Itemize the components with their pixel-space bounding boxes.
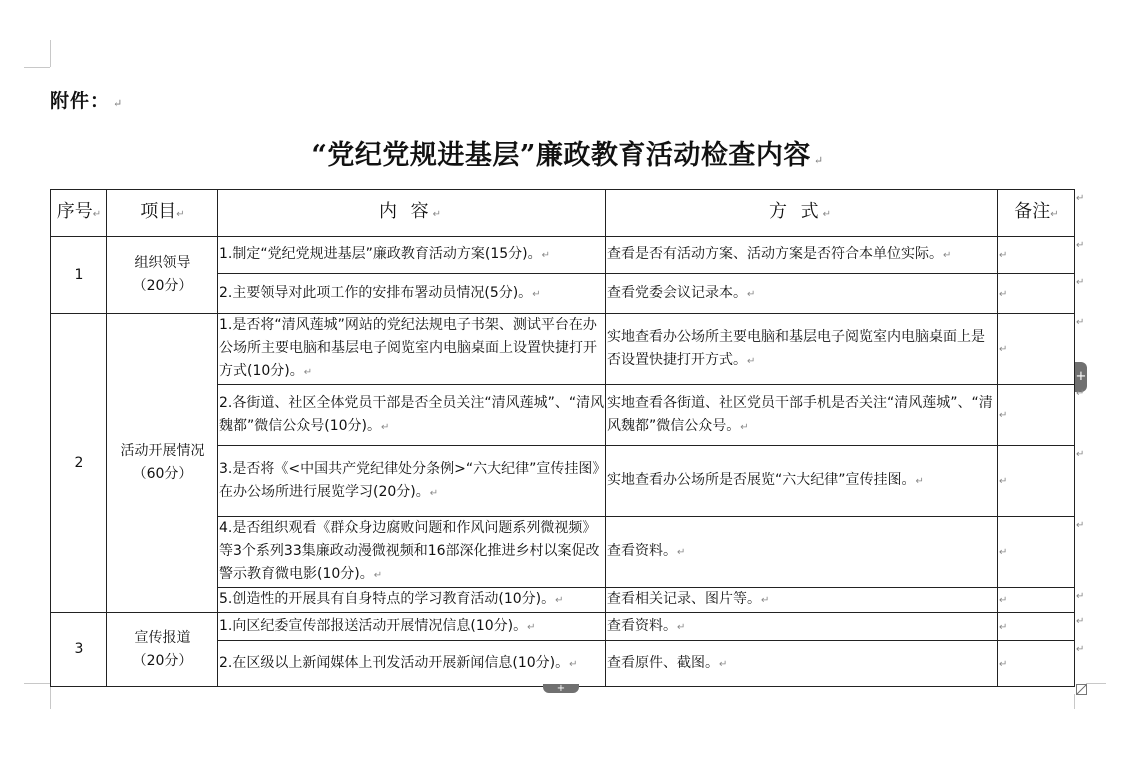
cell-end-mark: ↵ bbox=[92, 209, 102, 220]
content-cell[interactable]: 2.各街道、社区全体党员干部是否全员关注“清风莲城”、“清风魏都”微信公众号(10分)。↵ bbox=[218, 385, 606, 446]
method-cell[interactable]: 实地查看办公场所主要电脑和基层电子阅览室内电脑桌面上是否设置快捷打开方式。↵ bbox=[606, 314, 998, 385]
table-row[interactable] bbox=[51, 613, 1075, 641]
cell-end-mark: ↵ bbox=[999, 658, 1008, 670]
plus-icon: + bbox=[1075, 369, 1087, 384]
crop-mark-bottom-right-v bbox=[1074, 694, 1075, 709]
content-cell[interactable]: 3.是否将《<中国共产党纪律处分条例>“六大纪律”宣传挂图》在办公场所进行展览学习(20分)。↵ bbox=[218, 446, 606, 517]
cell-end-mark: ↵ bbox=[527, 621, 536, 633]
cell-end-mark: ↵ bbox=[822, 209, 836, 220]
group-item-score: （20分） bbox=[132, 652, 193, 669]
method-cell[interactable]: 查看资料。↵ bbox=[606, 613, 998, 641]
attachment-label: 附件： ↵ bbox=[50, 90, 124, 112]
cell-end-mark: ↵ bbox=[999, 344, 1008, 355]
content-cell[interactable]: 1.制定“党纪党规进基层”廉政教育活动方案(15分)。↵ bbox=[218, 237, 606, 274]
row-end-mark: ↵ bbox=[1076, 520, 1085, 531]
cell-end-mark: ↵ bbox=[747, 288, 756, 300]
document-title: “党纪党规进基层”廉政教育活动检查内容 ↵ bbox=[311, 140, 824, 171]
cell-end-mark: ↵ bbox=[999, 595, 1008, 606]
group-index: 1 bbox=[51, 237, 107, 314]
note-cell[interactable] bbox=[998, 641, 1075, 687]
method-cell[interactable]: 查看资料。↵ bbox=[606, 517, 998, 588]
crop-mark-top-left-v bbox=[50, 40, 51, 67]
note-cell[interactable] bbox=[998, 613, 1075, 641]
row-end-mark: ↵ bbox=[1076, 277, 1085, 288]
group-item-name: 组织领导 bbox=[134, 255, 191, 271]
note-cell[interactable] bbox=[998, 314, 1075, 385]
row-end-mark: ↵ bbox=[1076, 616, 1085, 627]
row-end-mark: ↵ bbox=[1076, 644, 1085, 655]
row-end-mark: ↵ bbox=[1076, 449, 1085, 460]
content-cell[interactable]: 5.创造性的开展具有自身特点的学习教育活动(10分)。↵ bbox=[218, 588, 606, 613]
group-item-score: （60分） bbox=[132, 466, 193, 482]
crop-mark-bottom-right-h bbox=[1086, 683, 1106, 684]
header-note: 备注↵ bbox=[998, 190, 1075, 237]
cell-end-mark: ↵ bbox=[569, 658, 578, 670]
cell-end-mark: ↵ bbox=[429, 487, 439, 499]
group-item bbox=[107, 613, 218, 687]
content-cell[interactable]: 1.向区纪委宣传部报送活动开展情况信息(10分)。↵ bbox=[218, 613, 606, 641]
note-cell[interactable] bbox=[998, 446, 1075, 517]
content-cell[interactable]: 2.主要领导对此项工作的安排布署动员情况(5分)。↵ bbox=[218, 274, 606, 314]
plus-icon: + bbox=[556, 683, 566, 694]
group-item-score: （20分） bbox=[132, 278, 193, 294]
row-end-mark: ↵ bbox=[1076, 193, 1085, 204]
group-index: 3 bbox=[51, 613, 107, 687]
cell-end-mark: ↵ bbox=[999, 250, 1008, 261]
header-item: 项目↵ bbox=[107, 190, 218, 237]
cell-end-mark: ↵ bbox=[999, 621, 1008, 633]
method-cell[interactable]: 实地查看各街道、社区党员干部手机是否关注“清风莲城”、“清风魏都”微信公众号。↵ bbox=[606, 385, 998, 446]
header-index: 序号↵ bbox=[51, 190, 107, 237]
cell-end-mark: ↵ bbox=[677, 547, 686, 558]
cell-end-mark: ↵ bbox=[719, 658, 728, 670]
method-cell[interactable]: 查看是否有活动方案、活动方案是否符合本单位实际。↵ bbox=[606, 237, 998, 274]
note-cell[interactable] bbox=[998, 517, 1075, 588]
row-end-mark: ↵ bbox=[1076, 591, 1085, 602]
method-cell[interactable]: 查看原件、截图。↵ bbox=[606, 641, 998, 687]
inspection-table[interactable] bbox=[50, 189, 1075, 687]
content-cell[interactable]: 4.是否组织观看《群众身边腐败问题和作风问题系列微视频》等3个系列33集廉政动漫微视频和16部深化推进乡村以案促改警示教育微电影(10分)。↵ bbox=[218, 517, 606, 588]
cell-end-mark: ↵ bbox=[555, 595, 564, 606]
method-cell[interactable]: 实地查看办公场所是否展览“六大纪律”宣传挂图。↵ bbox=[606, 446, 998, 517]
header-content: 内 容↵ bbox=[218, 190, 606, 237]
cell-end-mark: ↵ bbox=[740, 421, 749, 433]
table-row[interactable] bbox=[51, 314, 1075, 385]
row-end-mark: ↵ bbox=[1076, 388, 1085, 399]
cell-end-mark: ↵ bbox=[915, 476, 924, 487]
crop-mark-bottom-left-h bbox=[24, 683, 50, 684]
cell-end-mark: ↵ bbox=[999, 547, 1008, 558]
note-cell[interactable] bbox=[998, 385, 1075, 446]
group-item-name: 活动开展情况 bbox=[120, 443, 205, 459]
cell-end-mark: ↵ bbox=[432, 209, 446, 220]
cell-end-mark: ↵ bbox=[541, 250, 550, 261]
method-cell[interactable]: 查看相关记录、图片等。↵ bbox=[606, 588, 998, 613]
cell-end-mark: ↵ bbox=[943, 250, 952, 261]
note-cell[interactable] bbox=[998, 274, 1075, 314]
content-cell[interactable]: 1.是否将“清风莲城”网站的党纪法规电子书架、测试平台在办公场所主要电脑和基层电子阅览室内电脑桌面上设置快捷打开方式(10分)。↵ bbox=[218, 314, 606, 385]
cell-end-mark: ↵ bbox=[532, 288, 541, 300]
group-item-name: 宣传报道 bbox=[134, 629, 191, 646]
note-cell[interactable] bbox=[998, 588, 1075, 613]
cell-end-mark: ↵ bbox=[381, 421, 390, 433]
cell-end-mark: ↵ bbox=[999, 476, 1008, 487]
paragraph-mark: ↵ bbox=[813, 154, 824, 167]
table-header-row bbox=[51, 190, 1075, 237]
table-resize-icon[interactable] bbox=[1076, 684, 1087, 695]
cell-end-mark: ↵ bbox=[303, 367, 313, 378]
table-row[interactable] bbox=[51, 237, 1075, 274]
add-row-handle[interactable] bbox=[543, 684, 579, 693]
cell-end-mark: ↵ bbox=[373, 570, 383, 581]
group-index: 2 bbox=[51, 314, 107, 613]
group-item bbox=[107, 237, 218, 314]
cell-end-mark: ↵ bbox=[1050, 209, 1059, 220]
method-cell[interactable]: 查看党委会议记录本。↵ bbox=[606, 274, 998, 314]
header-method: 方 式↵ bbox=[606, 190, 998, 237]
row-end-mark: ↵ bbox=[1076, 317, 1085, 328]
cell-end-mark: ↵ bbox=[761, 595, 770, 606]
paragraph-mark: ↵ bbox=[113, 97, 124, 110]
group-item bbox=[107, 314, 218, 613]
cell-end-mark: ↵ bbox=[999, 410, 1008, 421]
crop-mark-bottom-left-v bbox=[50, 684, 51, 709]
cell-end-mark: ↵ bbox=[176, 209, 185, 220]
cell-end-mark: ↵ bbox=[999, 288, 1008, 300]
content-cell[interactable]: 2.在区级以上新闻媒体上刊发活动开展新闻信息(10分)。↵ bbox=[218, 641, 606, 687]
cell-end-mark: ↵ bbox=[677, 621, 686, 633]
row-end-mark: ↵ bbox=[1076, 240, 1085, 251]
cell-end-mark: ↵ bbox=[747, 355, 756, 367]
crop-mark-top-left-h bbox=[24, 67, 50, 68]
note-cell[interactable] bbox=[998, 237, 1075, 274]
